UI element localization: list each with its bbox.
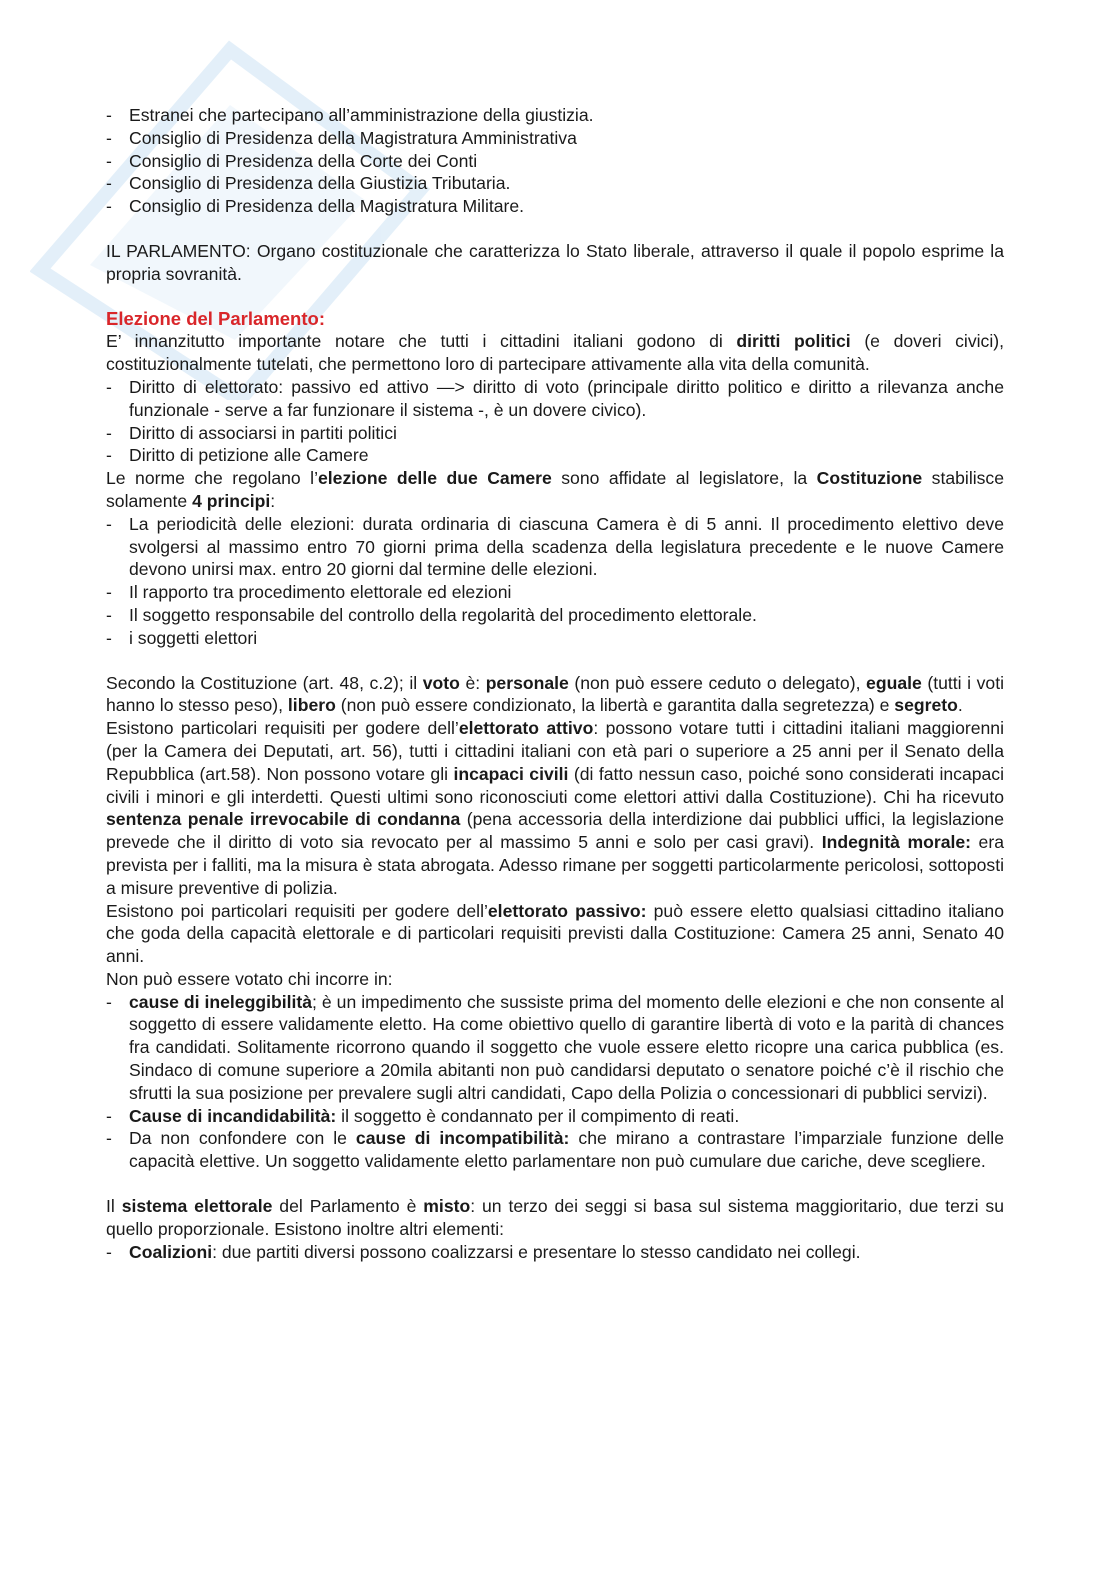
- elettorato-attivo-paragraph: Esistono particolari requisiti per godere dell’elettorato attivo: possono votare tutti i cittadini italiani maggiorenni (per la Camera dei Deputati, art. 56), tutti i cittadini italiani con età pari o superiore a 25 anni per il Senato della Repubblica (art.58). Non possono votare gli incapaci civili (di fatto nessun caso, poiché sono considerati incapaci civili i minori e gli interdetti. Questi ultimi sono riconosciuti come elettori attivi dalla Costituzione). Chi ha ricevuto sentenza penale irrevocabile di condanna (pena accessoria della interdizione dai pubblici uffici, la legislazione prevede che il diritto di voto sia revocato per al massimo 5 anni e solo per casi gravi). Indegnità morale: era prevista per i falliti, ma la misura è stata abrogata. Adesso rimane per soggetti particolarmente pericolosi, sottoposti a misure preventive di polizia.: [106, 718, 1005, 898]
- list-item: - La periodicità delle elezioni: durata ordinaria di ciascuna Camera è di 5 anni. Il procedimento elettivo deve svolgersi al massimo entro 70 giorni prima della scadenza della legislatura precedente e le nuove Camere devono unirsi max. entro 20 giorni dal termine delle elezioni.: [106, 513, 1004, 581]
- list-cause: [106, 991, 1004, 1173]
- list-item: - Consiglio di Presidenza della Magistratura Militare.: [106, 195, 1004, 218]
- parlamento-intro: IL PARLAMENTO: Organo costituzionale che caratterizza lo Stato liberale, attraverso il quale il popolo esprime la propria sovranità.: [106, 240, 1004, 284]
- list-item: - Diritto di petizione alle Camere: [106, 444, 1004, 467]
- list-item: - Il rapporto tra procedimento elettorale ed elezioni: [106, 581, 1004, 604]
- list-item: - Estranei che partecipano all’amministrazione della giustizia.: [106, 104, 1004, 127]
- list-item: - Cause di incandidabilità: il soggetto è condannato per il compimento di reati.: [106, 1105, 1004, 1128]
- intro-paragraph: E’ innanzitutto importante notare che tutti i cittadini italiani godono di diritti politici (e doveri civici), costituzionalmente tutelati, che permettono loro di partecipare attivamente alla vita della comunità.: [106, 331, 1004, 375]
- list-item: - i soggetti elettori: [106, 627, 1004, 650]
- list-principi: [106, 513, 1004, 650]
- list-item: - Coalizioni: due partiti diversi possono coalizzarsi e presentare lo stesso candidato nei collegi.: [106, 1241, 1004, 1264]
- list-item: - Diritto di elettorato: passivo ed attivo —> diritto di voto (principale diritto politico e diritto a rilevanza anche funzionale - serve a far funzionare il sistema -, è un dovere civico).: [106, 376, 1004, 422]
- list-item: - Consiglio di Presidenza della Magistratura Amministrativa: [106, 127, 1004, 150]
- list-item: - Consiglio di Presidenza della Corte dei Conti: [106, 150, 1004, 173]
- voto-paragraph: Secondo la Costituzione (art. 48, c.2); il voto è: personale (non può essere ceduto o delegato), eguale (tutti i voti hanno lo stesso peso), libero (non può essere condizionato, la libertà e garantita dalla segretezza) e segreto.: [106, 672, 1005, 716]
- list-consigli: [106, 104, 1004, 218]
- list-item: - Il soggetto responsabile del controllo della regolarità del procedimento elettorale.: [106, 604, 1004, 627]
- sistema-elettorale-paragraph: Il sistema elettorale del Parlamento è misto: un terzo dei seggi si basa sul sistema maggioritario, due terzi su quello proporzionale. Esistono inoltre altri elementi:: [106, 1196, 1004, 1239]
- list-diritti: [106, 376, 1004, 467]
- list-item: - Diritto di associarsi in partiti politici: [106, 422, 1004, 445]
- non-votato-line: Non può essere votato chi incorre in:: [106, 968, 393, 989]
- list-item: - Consiglio di Presidenza della Giustizia Tributaria.: [106, 172, 1004, 195]
- norme-paragraph: Le norme che regolano l’elezione delle due Camere sono affidate al legislatore, la Costituzione stabilisce solamente 4 principi:: [106, 468, 1005, 511]
- document-page: [106, 104, 1004, 1263]
- elettorato-passivo-paragraph: Esistono poi particolari requisiti per godere dell’elettorato passivo: può essere eletto qualsiasi cittadino italiano che goda della capacità elettorale e di particolari requisiti previsti dalla Costituzione: Camera 25 anni, Senato 40 anni.: [106, 900, 1005, 967]
- list-item: - Da non confondere con le cause di incompatibilità: che mirano a contrastare l’imparziale funzione delle capacità elettive. Un soggetto validamente eletto parlamentare non può cumulare due cariche, deve scegliere.: [106, 1127, 1004, 1173]
- list-elementi: [106, 1241, 1004, 1264]
- section-title: Elezione del Parlamento:: [106, 307, 325, 329]
- list-item: - cause di ineleggibilità; è un impedimento che sussiste prima del momento delle elezioni e che non consente al soggetto di essere validamente eletto. Ha come obiettivo quello di garantire libertà di voto e la parità di chances fra candidati. Solitamente ricorrono quando il soggetto che vuole essere eletto ricopre una carica pubblica (es. Sindaco di comune superiore a 20mila abitanti non può candidarsi deputato o senatore poiché c’è il rischio che sfrutti la sua posizione per prevalere sugli altri candidati, Capo della Polizia o concessionari di pubblici servizi).: [106, 991, 1004, 1105]
